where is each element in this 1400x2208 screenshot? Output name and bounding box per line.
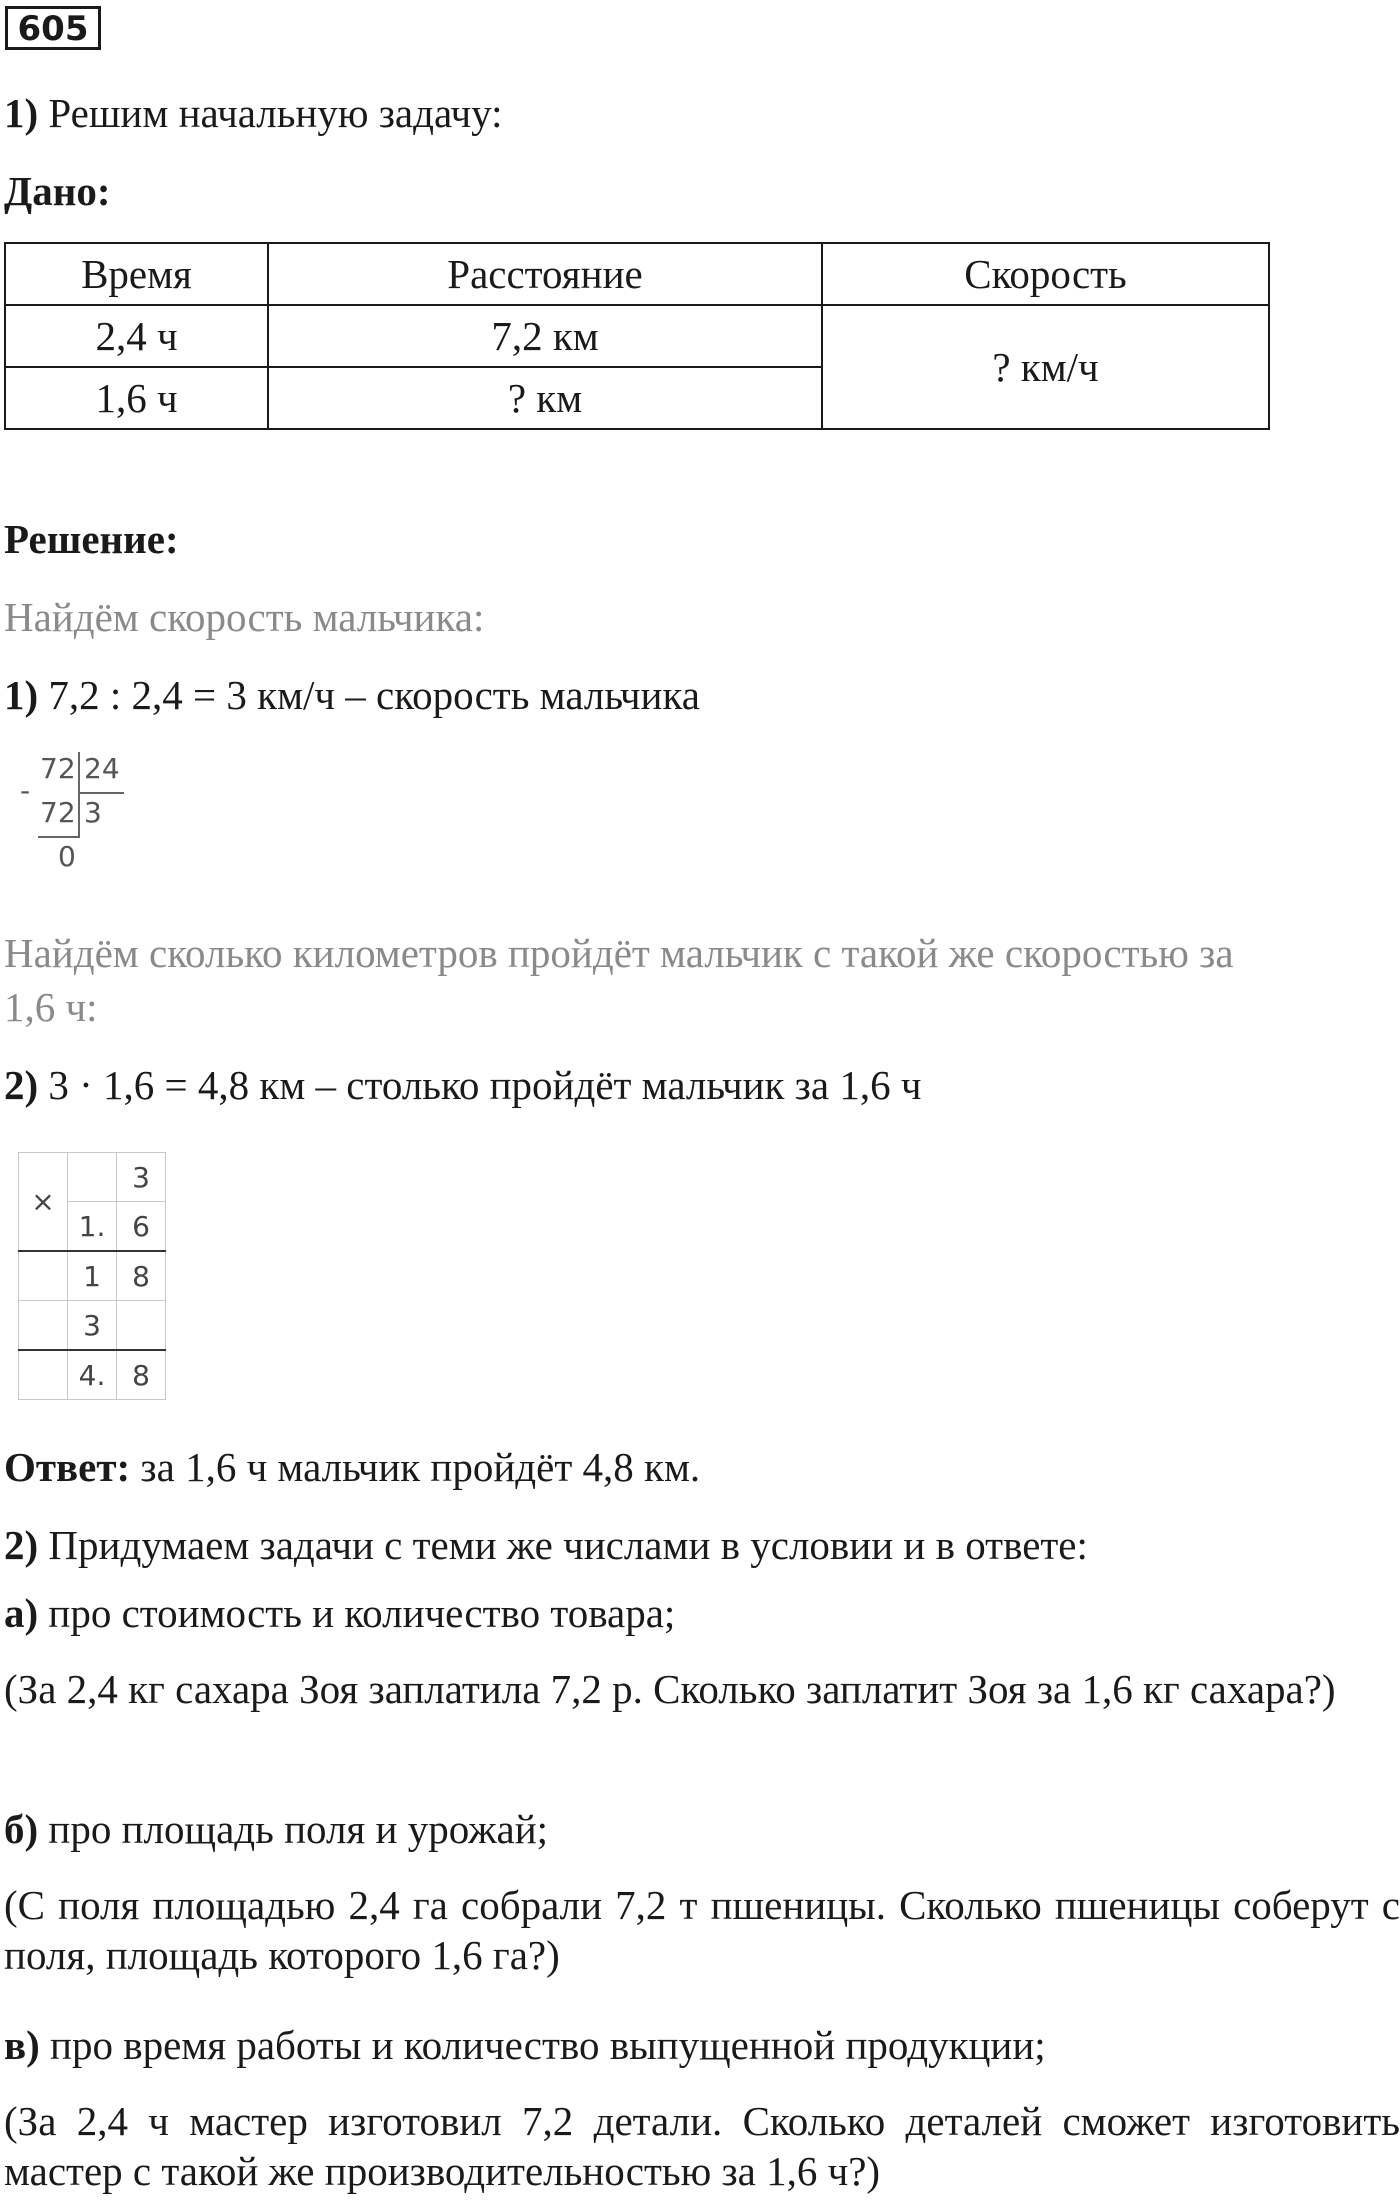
answer xyxy=(4,1442,700,1492)
cell-speed: ? км/ч xyxy=(822,305,1269,429)
mult-cell: 1. xyxy=(68,1202,117,1252)
item-a xyxy=(4,1588,675,1638)
part1-marker: 1) xyxy=(4,90,39,136)
part2-text: Придумаем задачи с теми же числами в условии и в ответе: xyxy=(48,1522,1088,1568)
mult-cell: 3 xyxy=(117,1153,166,1202)
cell-time-1: 2,4 ч xyxy=(5,305,268,367)
division-divisor: 24 xyxy=(84,752,120,785)
cell-time-2: 1,6 ч xyxy=(5,367,268,429)
item-v-marker: в) xyxy=(4,2022,40,2068)
item-v-text: про время работы и количество выпущенной продукции; xyxy=(50,2022,1046,2068)
division-vertical-line xyxy=(78,752,80,836)
mult-sign: × xyxy=(19,1153,68,1252)
item-b-marker: б) xyxy=(4,1806,39,1852)
division-divisor-line xyxy=(78,792,124,794)
item-b-task: (С поля площадью 2,4 га собрали 7,2 т пшеницы. Сколько пшеницы соберут с поля, площадь которого 1,6 га?) xyxy=(4,1882,1400,1978)
mult-cell xyxy=(68,1153,117,1202)
item-b xyxy=(4,1804,548,1854)
header-distance: Расстояние xyxy=(268,243,822,305)
part2-heading xyxy=(4,1520,1088,1570)
solution-label: Решение: xyxy=(4,516,179,562)
division-remainder: 0 xyxy=(58,840,76,873)
given-label: Дано: xyxy=(4,168,111,214)
header-time: Время xyxy=(5,243,268,305)
part1-text: Решим начальную задачу: xyxy=(48,90,503,136)
mult-row xyxy=(19,1301,166,1351)
mult-row xyxy=(19,1251,166,1301)
step1 xyxy=(4,670,700,720)
mult-cell: 8 xyxy=(117,1350,166,1400)
mult-row xyxy=(19,1153,166,1202)
division-dividend: 72 xyxy=(40,752,76,785)
hint-distance-line1: Найдём сколько километров пройдёт мальчик с такой же скоростью за xyxy=(4,930,1234,976)
step2-marker: 2) xyxy=(4,1062,39,1108)
mult-cell xyxy=(19,1350,68,1400)
item-b-text: про площадь поля и урожай; xyxy=(48,1806,549,1852)
step1-text: 7,2 : 2,4 = 3 км/ч – скорость мальчика xyxy=(48,672,700,718)
step2 xyxy=(4,1060,921,1110)
item-v-task: (За 2,4 ч мастер изготовил 7,2 детали. Сколько деталей сможет изготовить мастер с такой же производительностью за 1,6 ч?) xyxy=(4,2098,1400,2194)
task-number: 605 xyxy=(5,6,101,50)
step1-marker: 1) xyxy=(4,672,39,718)
step2-text: 3 · 1,6 = 4,8 км – столько пройдёт мальчик за 1,6 ч xyxy=(48,1062,922,1108)
division-quotient: 3 xyxy=(84,796,102,829)
answer-label: Ответ: xyxy=(4,1444,131,1490)
division-minus: - xyxy=(20,774,31,807)
mult-cell xyxy=(19,1301,68,1351)
hint-speed: Найдём скорость мальчика: xyxy=(4,594,485,640)
hint-distance-line2: 1,6 ч: xyxy=(4,984,98,1030)
cell-distance-2: ? км xyxy=(268,367,822,429)
item-a-marker: а) xyxy=(4,1590,39,1636)
division-subtrahend: 72 xyxy=(40,796,76,829)
multiplication-grid xyxy=(18,1152,166,1400)
division-subtract-line xyxy=(38,836,80,838)
answer-text: за 1,6 ч мальчик пройдёт 4,8 км. xyxy=(140,1444,701,1490)
long-division xyxy=(18,752,138,882)
mult-cell: 4. xyxy=(68,1350,117,1400)
item-a-text: про стоимость и количество товара; xyxy=(48,1590,676,1636)
part1-heading xyxy=(4,88,503,138)
mult-cell: 1 xyxy=(68,1251,117,1301)
mult-cell xyxy=(117,1301,166,1351)
item-v xyxy=(4,2020,1046,2070)
header-speed: Скорость xyxy=(822,243,1269,305)
part2-marker: 2) xyxy=(4,1522,39,1568)
mult-row xyxy=(19,1350,166,1400)
mult-cell xyxy=(19,1251,68,1301)
table-row xyxy=(5,305,1269,367)
table-header-row xyxy=(5,243,1269,305)
mult-cell: 8 xyxy=(117,1251,166,1301)
mult-cell: 3 xyxy=(68,1301,117,1351)
cell-distance-1: 7,2 км xyxy=(268,305,822,367)
item-a-task: (За 2,4 кг сахара Зоя заплатила 7,2 р. Сколько заплатит Зоя за 1,6 кг сахара?) xyxy=(4,1666,1336,1712)
given-table xyxy=(4,242,1270,430)
mult-cell: 6 xyxy=(117,1202,166,1252)
